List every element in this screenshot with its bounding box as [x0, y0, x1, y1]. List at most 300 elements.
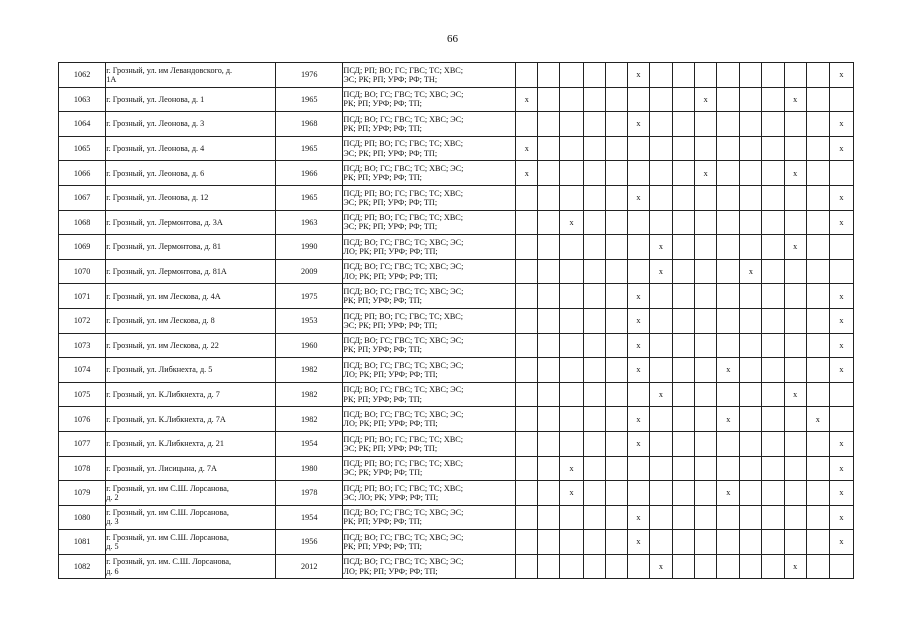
address-cell	[106, 333, 276, 358]
mark-cell	[673, 185, 695, 210]
mark-cell	[560, 382, 583, 407]
mark-cell	[583, 63, 605, 88]
mark-cell	[717, 456, 740, 481]
services-cell	[343, 456, 516, 481]
table-row	[59, 431, 854, 456]
mark-cell	[649, 530, 672, 555]
mark-cell	[762, 185, 784, 210]
row-number: 1078	[59, 456, 106, 481]
mark-cell	[649, 456, 672, 481]
mark-cell	[560, 407, 583, 432]
row-number: 1062	[59, 63, 106, 88]
mark-cell	[516, 210, 538, 235]
mark-cell	[538, 456, 560, 481]
services-line: ПСД; РП; ВО; ГС; ГВС; ТС; ХВС;	[343, 311, 464, 321]
table-row	[59, 382, 854, 407]
mark-cell	[806, 431, 829, 456]
year-cell: 1954	[276, 505, 343, 530]
mark-cell	[560, 505, 583, 530]
mark-cell	[605, 161, 627, 186]
mark-cell	[762, 481, 784, 506]
mark-cell	[538, 87, 560, 112]
table-row	[59, 407, 854, 432]
mark-cell	[806, 505, 829, 530]
mark-cell: x	[627, 185, 649, 210]
mark-cell	[583, 431, 605, 456]
mark-cell	[784, 63, 806, 88]
mark-cell	[673, 481, 695, 506]
table-row	[59, 308, 854, 333]
mark-cell	[762, 382, 784, 407]
address-line: г. Грозный, ул. им Лескова, д. 8	[106, 316, 215, 326]
mark-cell	[538, 530, 560, 555]
mark-cell	[829, 382, 853, 407]
mark-cell	[673, 112, 695, 137]
mark-cell: x	[627, 358, 649, 383]
mark-cell	[583, 185, 605, 210]
services-line: РК; РП; УРФ; РФ; ТП;	[343, 345, 422, 355]
mark-cell: x	[627, 333, 649, 358]
mark-cell	[784, 210, 806, 235]
row-number: 1074	[59, 358, 106, 383]
year-cell: 1982	[276, 407, 343, 432]
services-line: ЭС; РК; РП; УРФ; РФ; ТП;	[343, 443, 438, 453]
mark-cell	[583, 112, 605, 137]
services-cell	[343, 431, 516, 456]
mark-cell	[695, 333, 717, 358]
mark-cell: x	[560, 456, 583, 481]
mark-cell	[762, 210, 784, 235]
mark-cell	[605, 456, 627, 481]
services-line: ПСД; ВО; ГС; ГВС; ТС; ХВС; ЭС;	[343, 557, 464, 567]
services-line: ПСД; РП; ВО; ГС; ГВС; ТС; ХВС;	[343, 188, 464, 198]
mark-cell	[717, 505, 740, 530]
services-cell	[343, 112, 516, 137]
services-line: РК; РП; УРФ; РФ; ТП;	[343, 296, 422, 306]
address-line: г. Грозный, ул. Леонова, д. 6	[106, 168, 205, 178]
services-cell	[343, 87, 516, 112]
mark-cell	[740, 136, 762, 161]
year-cell: 1990	[276, 235, 343, 260]
mark-cell	[583, 456, 605, 481]
services-cell	[343, 284, 516, 309]
mark-cell	[673, 530, 695, 555]
mark-cell	[762, 63, 784, 88]
mark-cell	[649, 284, 672, 309]
mark-cell	[538, 333, 560, 358]
mark-cell	[649, 333, 672, 358]
mark-cell	[560, 358, 583, 383]
mark-cell	[806, 284, 829, 309]
mark-cell	[605, 481, 627, 506]
mark-cell	[829, 554, 853, 579]
table-row	[59, 185, 854, 210]
mark-cell	[516, 481, 538, 506]
mark-cell	[829, 87, 853, 112]
mark-cell	[695, 235, 717, 260]
mark-cell	[605, 63, 627, 88]
mark-cell	[762, 136, 784, 161]
mark-cell	[806, 530, 829, 555]
mark-cell	[516, 333, 538, 358]
mark-cell	[806, 63, 829, 88]
mark-cell	[605, 284, 627, 309]
mark-cell	[695, 382, 717, 407]
mark-cell: x	[784, 554, 806, 579]
address-line: г. Грозный, ул. Леонова, д. 3	[106, 119, 205, 129]
mark-cell	[717, 87, 740, 112]
mark-cell	[560, 259, 583, 284]
address-line: г. Грозный, ул. К.Либкнехта, д. 7	[106, 389, 220, 399]
mark-cell	[516, 308, 538, 333]
services-line: ПСД; ВО; ГС; ГВС; ТС; ХВС; ЭС;	[343, 532, 464, 542]
mark-cell	[829, 235, 853, 260]
services-line: ЛО; РК; РП; УРФ; РФ; ТП;	[343, 419, 438, 429]
table-row	[59, 161, 854, 186]
mark-cell	[583, 481, 605, 506]
services-line: ПСД; ВО; ГС; ГВС; ТС; ХВС; ЭС;	[343, 163, 464, 173]
mark-cell	[717, 431, 740, 456]
mark-cell: x	[627, 505, 649, 530]
registry-body	[59, 63, 854, 579]
mark-cell	[560, 63, 583, 88]
mark-cell	[717, 235, 740, 260]
address-line: г. Грозный, ул. им Лескова, д. 4А	[106, 291, 221, 301]
mark-cell	[605, 136, 627, 161]
services-cell	[343, 382, 516, 407]
mark-cell	[673, 136, 695, 161]
mark-cell	[583, 530, 605, 555]
mark-cell	[649, 505, 672, 530]
mark-cell	[583, 554, 605, 579]
services-line: РК; РП; УРФ; РФ; ТП;	[343, 173, 422, 183]
mark-cell	[560, 87, 583, 112]
services-cell	[343, 530, 516, 555]
mark-cell	[806, 161, 829, 186]
mark-cell	[784, 308, 806, 333]
mark-cell	[806, 235, 829, 260]
services-line: ПСД; ВО; ГС; ГВС; ТС; ХВС; ЭС;	[343, 90, 464, 100]
mark-cell	[762, 554, 784, 579]
mark-cell	[717, 210, 740, 235]
mark-cell	[627, 456, 649, 481]
services-line: ЛО; РК; РП; УРФ; РФ; ТП;	[343, 566, 438, 576]
address-cell	[106, 481, 276, 506]
mark-cell	[560, 112, 583, 137]
mark-cell	[560, 284, 583, 309]
mark-cell: x	[627, 284, 649, 309]
mark-cell	[717, 185, 740, 210]
services-cell	[343, 235, 516, 260]
mark-cell	[605, 431, 627, 456]
services-line: ПСД; ВО; ГС; ГВС; ТС; ХВС; ЭС;	[343, 409, 464, 419]
row-number: 1063	[59, 87, 106, 112]
mark-cell: x	[829, 481, 853, 506]
mark-cell	[806, 358, 829, 383]
services-line: ПСД; ВО; ГС; ГВС; ТС; ХВС; ЭС;	[343, 286, 464, 296]
mark-cell	[605, 112, 627, 137]
mark-cell	[583, 505, 605, 530]
mark-cell	[740, 284, 762, 309]
services-cell	[343, 161, 516, 186]
mark-cell	[538, 112, 560, 137]
mark-cell: x	[649, 235, 672, 260]
services-line: ЛО; РК; РП; УРФ; РФ; ТП;	[343, 246, 438, 256]
mark-cell	[740, 505, 762, 530]
mark-cell	[649, 431, 672, 456]
table-row	[59, 554, 854, 579]
address-cell	[106, 210, 276, 235]
mark-cell	[784, 481, 806, 506]
mark-cell	[762, 284, 784, 309]
services-line: ЭС; РК; РП; УРФ; РФ; ТН;	[343, 74, 438, 84]
mark-cell	[649, 481, 672, 506]
mark-cell	[627, 210, 649, 235]
table-row	[59, 259, 854, 284]
mark-cell	[605, 235, 627, 260]
mark-cell	[673, 554, 695, 579]
row-number: 1071	[59, 284, 106, 309]
address-cell	[106, 161, 276, 186]
mark-cell	[605, 382, 627, 407]
row-number: 1072	[59, 308, 106, 333]
mark-cell	[673, 259, 695, 284]
mark-cell	[784, 505, 806, 530]
mark-cell: x	[740, 259, 762, 284]
year-cell: 1975	[276, 284, 343, 309]
row-number: 1065	[59, 136, 106, 161]
mark-cell: x	[829, 112, 853, 137]
mark-cell	[717, 382, 740, 407]
mark-cell	[673, 505, 695, 530]
table-row	[59, 136, 854, 161]
mark-cell: x	[829, 333, 853, 358]
services-cell	[343, 505, 516, 530]
mark-cell	[806, 554, 829, 579]
mark-cell	[806, 456, 829, 481]
mark-cell	[784, 358, 806, 383]
mark-cell	[717, 554, 740, 579]
year-cell: 2012	[276, 554, 343, 579]
mark-cell	[560, 235, 583, 260]
table-row	[59, 456, 854, 481]
mark-cell	[740, 63, 762, 88]
services-cell	[343, 308, 516, 333]
mark-cell	[784, 431, 806, 456]
mark-cell: x	[627, 530, 649, 555]
address-line: г. Грозный, ул. им Лескова, д. 22	[106, 340, 219, 350]
services-cell	[343, 136, 516, 161]
mark-cell	[695, 554, 717, 579]
mark-cell	[516, 505, 538, 530]
mark-cell	[695, 136, 717, 161]
mark-cell	[673, 431, 695, 456]
address-cell	[106, 554, 276, 579]
mark-cell: x	[829, 431, 853, 456]
services-line: РК; РП; УРФ; РФ; ТП;	[343, 517, 422, 527]
mark-cell	[740, 407, 762, 432]
services-line: РК; РП; УРФ; РФ; ТП;	[343, 99, 422, 109]
services-line: ЭС; РК; РП; УРФ; РФ; ТП;	[343, 197, 438, 207]
address-line: г. Грозный, ул. К.Либкнехта, д. 7А	[106, 414, 226, 424]
services-line: ПСД; ВО; ГС; ГВС; ТС; ХВС; ЭС;	[343, 262, 464, 272]
mark-cell: x	[560, 210, 583, 235]
mark-cell: x	[829, 210, 853, 235]
address-line: г. Грозный, ул. им С.Ш. Лорсанова,	[106, 483, 229, 493]
mark-cell	[538, 259, 560, 284]
mark-cell: x	[560, 481, 583, 506]
mark-cell	[695, 284, 717, 309]
table-row	[59, 333, 854, 358]
row-number: 1069	[59, 235, 106, 260]
mark-cell: x	[627, 308, 649, 333]
mark-cell	[829, 161, 853, 186]
mark-cell	[605, 554, 627, 579]
services-line: ПСД; ВО; ГС; ГВС; ТС; ХВС; ЭС;	[343, 237, 464, 247]
year-cell: 1968	[276, 112, 343, 137]
mark-cell: x	[649, 554, 672, 579]
mark-cell	[583, 333, 605, 358]
address-line: г. Грозный, ул. им. С.Ш. Лорсанова,	[106, 557, 232, 567]
mark-cell	[649, 136, 672, 161]
address-line: г. Грозный, ул. Либкнехта, д. 5	[106, 365, 213, 375]
mark-cell	[583, 308, 605, 333]
row-number: 1077	[59, 431, 106, 456]
mark-cell	[627, 235, 649, 260]
mark-cell	[538, 481, 560, 506]
mark-cell	[784, 112, 806, 137]
mark-cell	[605, 358, 627, 383]
services-line: ЭС; РК; РП; УРФ; РФ; ТП;	[343, 148, 438, 158]
mark-cell	[605, 185, 627, 210]
mark-cell	[560, 185, 583, 210]
mark-cell: x	[784, 87, 806, 112]
mark-cell	[740, 333, 762, 358]
mark-cell	[784, 530, 806, 555]
year-cell: 1953	[276, 308, 343, 333]
mark-cell: x	[829, 456, 853, 481]
mark-cell	[673, 161, 695, 186]
mark-cell	[583, 259, 605, 284]
mark-cell	[560, 161, 583, 186]
row-number: 1073	[59, 333, 106, 358]
mark-cell	[740, 185, 762, 210]
table-row	[59, 284, 854, 309]
mark-cell	[740, 308, 762, 333]
mark-cell	[538, 505, 560, 530]
mark-cell	[538, 136, 560, 161]
year-cell: 1956	[276, 530, 343, 555]
mark-cell	[717, 530, 740, 555]
mark-cell	[762, 308, 784, 333]
mark-cell: x	[829, 185, 853, 210]
address-line: г. Грозный, ул. Лермонтова, д. 81А	[106, 266, 227, 276]
table-row	[59, 87, 854, 112]
mark-cell: x	[784, 382, 806, 407]
mark-cell: x	[829, 358, 853, 383]
row-number: 1064	[59, 112, 106, 137]
table-row	[59, 358, 854, 383]
mark-cell	[627, 161, 649, 186]
services-line: ПСД; ВО; ГС; ГВС; ТС; ХВС; ЭС;	[343, 336, 464, 346]
mark-cell	[806, 87, 829, 112]
mark-cell: x	[649, 382, 672, 407]
mark-cell	[583, 235, 605, 260]
mark-cell: x	[829, 308, 853, 333]
mark-cell	[829, 407, 853, 432]
address-cell	[106, 358, 276, 383]
services-cell	[343, 63, 516, 88]
row-number: 1070	[59, 259, 106, 284]
mark-cell	[740, 112, 762, 137]
address-line: д. 5	[106, 542, 119, 552]
services-line: ЭС; РК; УРФ; РФ; ТП;	[343, 468, 423, 478]
mark-cell	[516, 456, 538, 481]
mark-cell	[538, 284, 560, 309]
mark-cell	[538, 235, 560, 260]
mark-cell	[717, 136, 740, 161]
address-cell	[106, 87, 276, 112]
services-cell	[343, 481, 516, 506]
address-line: 1А	[106, 74, 117, 84]
mark-cell	[806, 308, 829, 333]
address-line: г. Грозный, ул. Леонова, д. 12	[106, 193, 209, 203]
services-cell	[343, 554, 516, 579]
services-line: РК; РП; УРФ; РФ; ТП;	[343, 123, 422, 133]
mark-cell	[717, 308, 740, 333]
mark-cell	[695, 308, 717, 333]
row-number: 1080	[59, 505, 106, 530]
mark-cell	[695, 63, 717, 88]
mark-cell	[583, 407, 605, 432]
mark-cell	[695, 407, 717, 432]
mark-cell	[649, 308, 672, 333]
address-cell	[106, 112, 276, 137]
mark-cell	[627, 382, 649, 407]
mark-cell: x	[717, 407, 740, 432]
mark-cell	[740, 530, 762, 555]
mark-cell	[649, 112, 672, 137]
mark-cell: x	[829, 530, 853, 555]
mark-cell: x	[784, 235, 806, 260]
mark-cell: x	[627, 63, 649, 88]
services-line: ПСД; РП; ВО; ГС; ГВС; ТС; ХВС;	[343, 65, 464, 75]
mark-cell	[605, 407, 627, 432]
services-line: ЭС; ЛО; РК; УРФ; РФ; ТП;	[343, 492, 439, 502]
mark-cell	[717, 284, 740, 309]
mark-cell	[740, 87, 762, 112]
services-cell	[343, 259, 516, 284]
year-cell: 1965	[276, 87, 343, 112]
mark-cell	[649, 358, 672, 383]
mark-cell	[516, 235, 538, 260]
mark-cell	[762, 407, 784, 432]
mark-cell	[516, 530, 538, 555]
mark-cell	[673, 308, 695, 333]
services-line: РК; РП; УРФ; РФ; ТП;	[343, 542, 422, 552]
row-number: 1068	[59, 210, 106, 235]
mark-cell	[649, 210, 672, 235]
mark-cell	[673, 407, 695, 432]
address-line: д. 3	[106, 517, 119, 527]
mark-cell	[605, 530, 627, 555]
address-line: г. Грозный, ул. Лермонтова, д. 81	[106, 242, 221, 252]
mark-cell	[538, 63, 560, 88]
mark-cell	[784, 333, 806, 358]
page-number: 66	[447, 33, 458, 45]
year-cell: 1976	[276, 63, 343, 88]
mark-cell	[673, 358, 695, 383]
